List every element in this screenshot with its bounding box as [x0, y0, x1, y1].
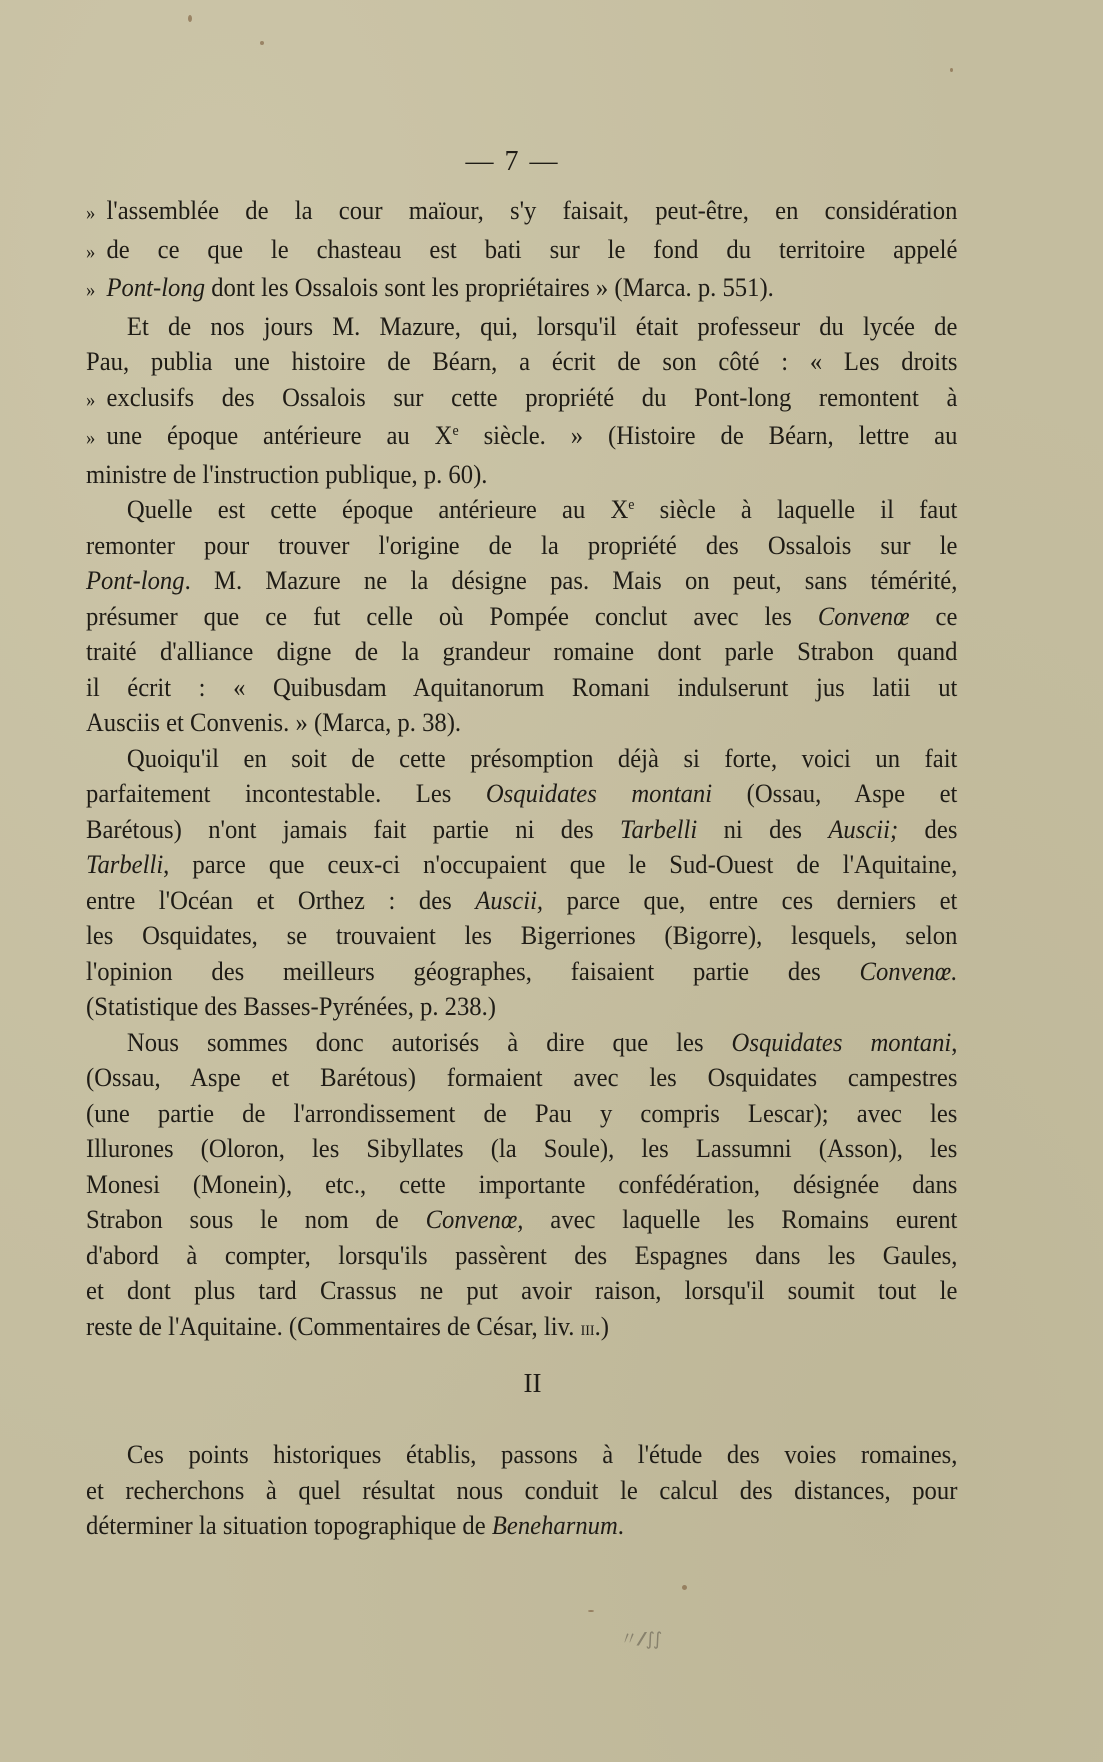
text-line: entre l'Océan et Orthez : des Auscii, parce que, entre ces derniers et	[86, 884, 958, 915]
section-heading: II	[523, 1368, 542, 1398]
paper-speck	[260, 41, 264, 45]
text-line: déterminer la situation topographique de Beneharnum.	[86, 1510, 624, 1540]
text-line: d'abord à compter, lorsqu'ils passèrent des Espagnes dans les Gaules,	[86, 1239, 958, 1270]
paragraph-start: Quelle est cette époque antérieure au Xe siècle à laquelle il faut	[126, 494, 958, 524]
text-line: Pont-long. M. Mazure ne la désigne pas. Mais on peut, sans témérité,	[86, 565, 958, 595]
text-line: Strabon sous le nom de Convenœ, avec laquelle les Romains eurent	[86, 1204, 958, 1234]
body-text	[86, 193, 957, 1345]
text-line: » exclusifs des Ossalois sur cette propriété du Pont-long remontent à	[86, 380, 957, 419]
paragraph-start: Nous sommes donc autorisés à dire que les Osquidates montani,	[126, 1026, 958, 1057]
text-line: l'opinion des meilleurs géographes, faisaient partie des Convenœ.	[86, 955, 958, 986]
text-line: » de ce que le chasteau est bati sur le fond du territoire appelé	[86, 232, 957, 271]
text-line: Ausciis et Convenis. » (Marca, p. 38).	[86, 707, 462, 737]
text-line: Barétous) n'ont jamais fait partie ni des Tarbelli ni des Auscii; des	[86, 813, 958, 844]
text-line: traité d'alliance digne de la grandeur romaine dont parle Strabon quand	[86, 636, 958, 666]
pencil-mark: 〃 ⁄⁄ ∫∫	[620, 1629, 661, 1650]
text-line: reste de l'Aquitaine. (Commentaires de César, liv. iii.)	[86, 1310, 609, 1341]
text-line: parfaitement incontestable. Les Osquidates montani (Ossau, Aspe et	[86, 778, 958, 808]
paper-speck	[588, 1610, 594, 1612]
text-line: ministre de l'instruction publique, p. 60).	[86, 458, 488, 489]
text-line: Monesi (Monein), etc., cette importante confédération, désignée dans	[86, 1168, 958, 1199]
text-line: les Osquidates, se trouvaient les Bigerriones (Bigorre), lesquels, selon	[86, 920, 958, 950]
text-line: il écrit : « Quibusdam Aquitanorum Romani indulserunt jus latii ut	[86, 671, 958, 702]
text-line: et dont plus tard Crassus ne put avoir raison, lorsqu'il soumit tout le	[86, 1275, 958, 1305]
guillemet: »	[86, 427, 96, 449]
guillemet: »	[86, 240, 96, 263]
paragraph-start: Et de nos jours M. Mazure, qui, lorsqu'il était professeur du lycée de	[126, 310, 958, 341]
text-line: et recherchons à quel résultat nous conduit le calcul des distances, pour	[86, 1474, 958, 1505]
guillemet: »	[86, 202, 96, 224]
guillemet: »	[86, 388, 96, 411]
text-line: (Statistique des Basses-Pyrénées, p. 238.)	[86, 991, 497, 1021]
paragraph-start: Quoiqu'il en soit de cette présomption déjà si forte, voici un fait	[126, 742, 958, 773]
text-line: (Ossau, Aspe et Barétous) formaient avec les Osquidates campestres	[86, 1062, 958, 1092]
text-line: » l'assemblée de la cour maïour, s'y faisait, peut-être, en considération	[86, 193, 957, 232]
text-line: présumer que ce fut celle où Pompée conclut avec les Convenœ ce	[86, 600, 958, 631]
section-body-text	[86, 1437, 957, 1544]
text-line: Pau, publia une histoire de Béarn, a écrit de son côté : « Les droits	[86, 346, 958, 376]
text-line: Tarbelli, parce que ceux-ci n'occupaient que le Sud-Ouest de l'Aquitaine,	[86, 849, 958, 879]
text-line: (une partie de l'arrondissement de Pau y compris Lescar); avec les	[86, 1097, 958, 1128]
paper-speck	[950, 68, 953, 72]
guillemet: »	[86, 279, 96, 301]
paragraph-start: Ces points historiques établis, passons à l'étude des voies romaines,	[126, 1439, 958, 1469]
text-line: » une époque antérieure au Xe siècle. » (Histoire de Béarn, lettre au	[86, 418, 957, 457]
paper-speck	[188, 15, 192, 22]
text-line: Illurones (Oloron, les Sibyllates (la Soule), les Lassumni (Asson), les	[86, 1133, 958, 1163]
page-number: — 7 —	[465, 146, 560, 177]
text-line: » Pont-long dont les Ossalois sont les propriétaires » (Marca. p. 551).	[86, 270, 957, 309]
text-line: remonter pour trouver l'origine de la propriété des Ossalois sur le	[86, 529, 958, 560]
paper-speck	[682, 1585, 687, 1590]
